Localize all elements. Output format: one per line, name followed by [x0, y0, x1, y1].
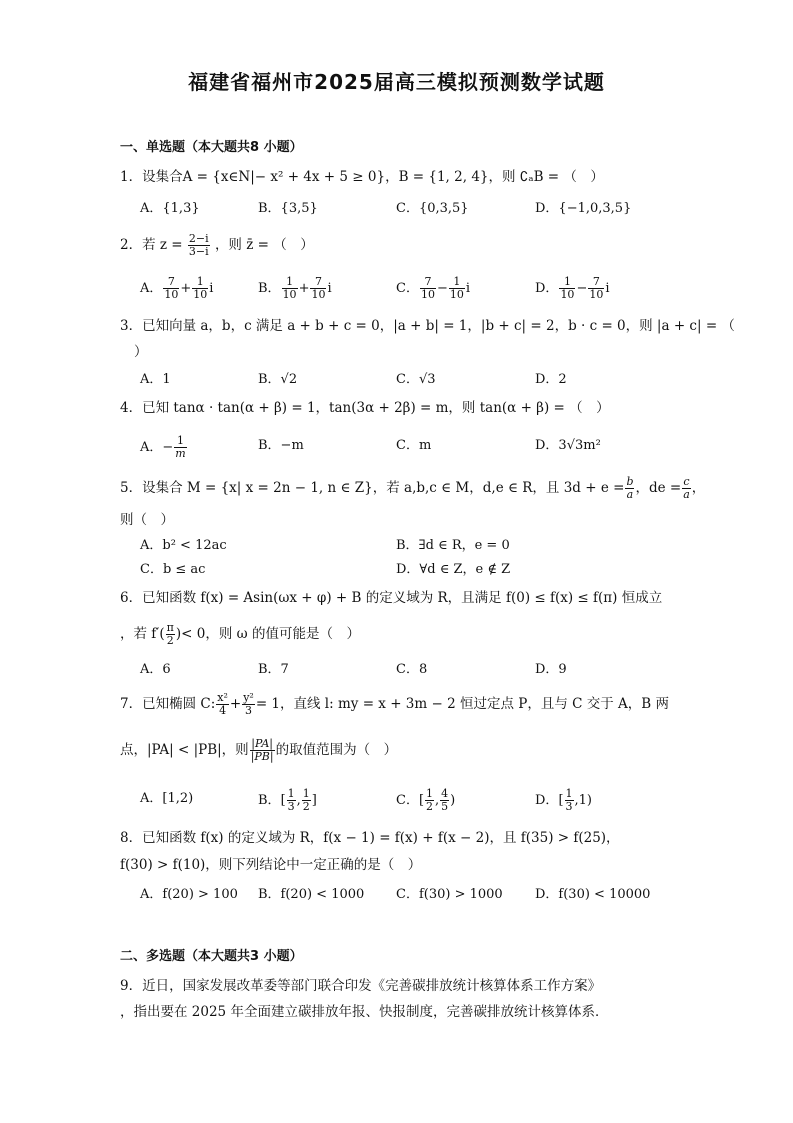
option-a [140, 435, 188, 460]
question-7-stem [120, 692, 669, 717]
option-label: C． [396, 281, 419, 296]
question-5-stem-mid: ，de = [635, 480, 682, 496]
numerator: b [626, 475, 634, 488]
fraction [588, 276, 604, 301]
question-2-stem-start: 2．若 z = [120, 237, 183, 253]
question-6-stem-cont-start: ，若 f′ [120, 626, 160, 642]
denominator: m [175, 447, 186, 460]
question-7-stem-start: 7．已知椭圆 C: [120, 696, 216, 712]
denominator: 10 [560, 288, 575, 301]
fraction [310, 276, 326, 301]
question-4-options [140, 435, 700, 459]
question-6-stem: 6．已知函数 f(x) = Asin(ωx + φ) + B 的定义域为 R，且满足 f(0) ≤ f(x) ≤ f(π) 恒成立 [120, 590, 663, 606]
option-c: C．m [396, 438, 432, 453]
numerator: 4 [441, 787, 449, 800]
question-7-stem-end: = 1，直线 l: my = x + 3m − 2 恒过定点 P，且与 C 交于 A，B 两 [255, 696, 670, 712]
question-3-options [140, 369, 700, 393]
fraction [449, 276, 465, 301]
numerator: y² [243, 691, 254, 704]
denominator: 10 [420, 288, 435, 301]
option-c: C．8 [396, 662, 428, 677]
option-b [258, 276, 332, 301]
fraction [682, 476, 691, 501]
fraction [425, 788, 434, 813]
sign: − [576, 281, 588, 296]
question-7-options [140, 788, 700, 812]
question-3-stem-cont: ） [134, 344, 148, 360]
question-5-stem-start: 5．设集合 M = {x| x = 2n − 1, n ∈ Z}，若 a,b,c ∈ M，d,e ∈ R，且 3d + e = [120, 480, 625, 496]
question-5-stem-cont: 则（ ） [120, 512, 174, 528]
fraction [216, 692, 229, 717]
fraction [302, 788, 311, 813]
denominator: 4 [219, 704, 227, 717]
option-label: D． [535, 281, 559, 296]
option-c: C．b ≤ ac [140, 562, 206, 577]
option-label: A．− [140, 440, 174, 455]
numerator: 7 [310, 276, 326, 289]
numerator: 7 [420, 276, 436, 289]
denominator: a [683, 488, 690, 501]
numerator: 2−i [188, 232, 209, 245]
option-label: D． [535, 793, 559, 808]
denominator: 10 [311, 288, 326, 301]
question-8-options [140, 884, 700, 908]
option-d: D．9 [535, 662, 567, 677]
option-a [140, 276, 213, 301]
option-b: B．[ $\frac{1}{3}$ , $\frac{1}{2}$ ] [258, 787, 317, 813]
numerator: π [166, 621, 174, 634]
question-6-options [140, 659, 700, 683]
option-c: C．f(30) > 1000 [396, 887, 503, 902]
fraction [625, 476, 634, 501]
numerator: 1 [174, 435, 186, 448]
question-7-stem-cont-start: 点，|PA| < |PB|，则 [120, 742, 249, 758]
denominator: 3 [287, 800, 295, 813]
numerator: c [683, 475, 690, 488]
fraction [440, 788, 449, 813]
fraction [166, 622, 175, 647]
numerator: |PA| [251, 737, 274, 750]
numerator: 1 [449, 276, 465, 289]
option-label: C． [396, 793, 419, 808]
option-b: B．{3,5} [258, 201, 318, 216]
fraction [250, 738, 275, 763]
denominator: 10 [193, 288, 208, 301]
numerator: 1 [559, 276, 575, 289]
sign: − [436, 281, 448, 296]
denominator: 10 [164, 288, 179, 301]
question-5-options-row1 [140, 535, 700, 559]
question-5-stem-end: ， [691, 480, 706, 496]
denominator: 2 [166, 634, 174, 647]
option-b: B．f(20) < 1000 [258, 887, 365, 902]
question-2-stem-end: ，则 z̄ = （ ） [214, 237, 314, 253]
denominator: 5 [441, 800, 449, 813]
page-title: 福建省福州市2025届高三模拟预测数学试题 [188, 70, 605, 94]
option-a: A．[1,2) [140, 791, 194, 806]
question-2-stem [120, 233, 314, 258]
numerator: 1 [426, 787, 434, 800]
option-d: D．3√3m² [535, 438, 601, 453]
fraction [420, 276, 436, 301]
imag-unit: i [327, 281, 332, 296]
option-a: A．b² < 12ac [140, 538, 227, 553]
option-label: A． [140, 281, 163, 296]
question-1-options [140, 198, 700, 222]
fraction [242, 692, 255, 717]
option-c: C．[ $\frac{1}{2}$ , $\frac{4}{5}$ ) [396, 787, 456, 813]
fraction [559, 276, 575, 301]
section-heading-single-choice: 一、单选题（本大题共8 小题） [120, 140, 303, 155]
numerator: 7 [588, 276, 604, 289]
option-label: B． [258, 281, 281, 296]
interval-end: ,1) [574, 793, 592, 808]
option-d: D．{−1,0,3,5} [535, 201, 632, 216]
denominator: 3 [565, 800, 573, 813]
question-7-stem-cont-end: 的取值范围为（ ） [275, 742, 398, 758]
option-a: A．{1,3} [140, 201, 200, 216]
option-d: D．∀d ∈ Z，e ∉ Z [396, 562, 511, 577]
denominator: 3 [245, 704, 253, 717]
numerator: 1 [192, 276, 208, 289]
option-a: A．f(20) > 100 [140, 887, 238, 902]
question-8-stem: 8．已知函数 f(x) 的定义域为 R，f(x − 1) = f(x) + f(x − 2)，且 f(35) > f(25)， [120, 830, 620, 846]
section-heading-multiple-choice: 二、多选题（本大题共3 小题） [120, 949, 303, 964]
option-d [535, 276, 610, 301]
option-d: D．2 [535, 372, 567, 387]
fraction [174, 435, 186, 460]
imag-unit: i [209, 281, 214, 296]
numerator: 1 [287, 787, 295, 800]
fraction [163, 276, 179, 301]
question-6-stem-cont-end: < 0，则 ω 的值可能是（ ） [181, 626, 360, 642]
sign: + [298, 281, 310, 296]
option-b: B．√2 [258, 372, 298, 387]
numerator: x² [217, 691, 228, 704]
denominator: 10 [282, 288, 297, 301]
fraction [287, 788, 296, 813]
option-c: C．{0,3,5} [396, 201, 469, 216]
question-8-stem-cont: f(30) > f(10)，则下列结论中一定正确的是（ ） [120, 857, 422, 873]
option-b: B．7 [258, 662, 289, 677]
imag-unit: i [605, 281, 610, 296]
fraction [188, 233, 210, 258]
option-d: D．[ $\frac{1}{3}$ ,1) [535, 787, 592, 813]
plus-sign: + [229, 696, 242, 712]
option-b: B．−m [258, 438, 304, 453]
fraction [282, 276, 298, 301]
numerator: 1 [302, 787, 310, 800]
denominator: a [626, 488, 634, 501]
imag-unit: i [465, 281, 471, 296]
question-3-stem: 3．已知向量 a，b，c 满足 a + b + c = 0，|a + b| = 1，|b + c| = 2，b · c = 0，则 |a + c| = （ [120, 318, 735, 334]
option-c [396, 276, 470, 301]
question-7-stem-cont [120, 738, 397, 763]
denominator: 2 [426, 800, 434, 813]
question-5-stem [120, 476, 705, 501]
option-label: B． [258, 793, 281, 808]
question-9-line-2: ，指出要在 2025 年全面建立碳排放年报、快报制度，完善碳排放统计核算体系． [120, 1004, 609, 1020]
question-1-stem: 1．设集合A = {x∈N|− x² + 4x + 5 ≥ 0}，B = {1, 2, 4}，则 ∁ₐB = （ ） [120, 169, 604, 185]
question-4-stem: 4．已知 tanα · tan(α + β) = 1，tan(3α + 2β) = m，则 tan(α + β) = （ ） [120, 400, 610, 416]
question-2-options [140, 276, 700, 300]
option-d: D．f(30) < 10000 [535, 887, 651, 902]
denominator: |PB| [250, 750, 274, 763]
numerator: 1 [565, 787, 573, 800]
numerator: 7 [163, 276, 179, 289]
denominator: 10 [589, 288, 604, 301]
fraction [192, 276, 208, 301]
denominator: 10 [449, 288, 464, 301]
denominator: 2 [302, 800, 310, 813]
question-5-options-row2 [140, 559, 700, 583]
question-6-stem-cont: ，若 f′( $\frac{\pi}{2}$ )< 0，则 ω 的值可能是（ ） [120, 621, 360, 647]
sign: + [180, 281, 192, 296]
option-b: B．∃d ∈ R，e = 0 [396, 538, 510, 553]
option-c: C．√3 [396, 372, 436, 387]
numerator: 1 [282, 276, 298, 289]
fraction [565, 788, 574, 813]
option-a: A．6 [140, 662, 171, 677]
question-9-line-1: 9．近日，国家发展改革委等部门联合印发《完善碳排放统计核算体系工作方案》 [120, 978, 602, 994]
option-a: A．1 [140, 372, 171, 387]
denominator: 3−i [188, 245, 209, 258]
